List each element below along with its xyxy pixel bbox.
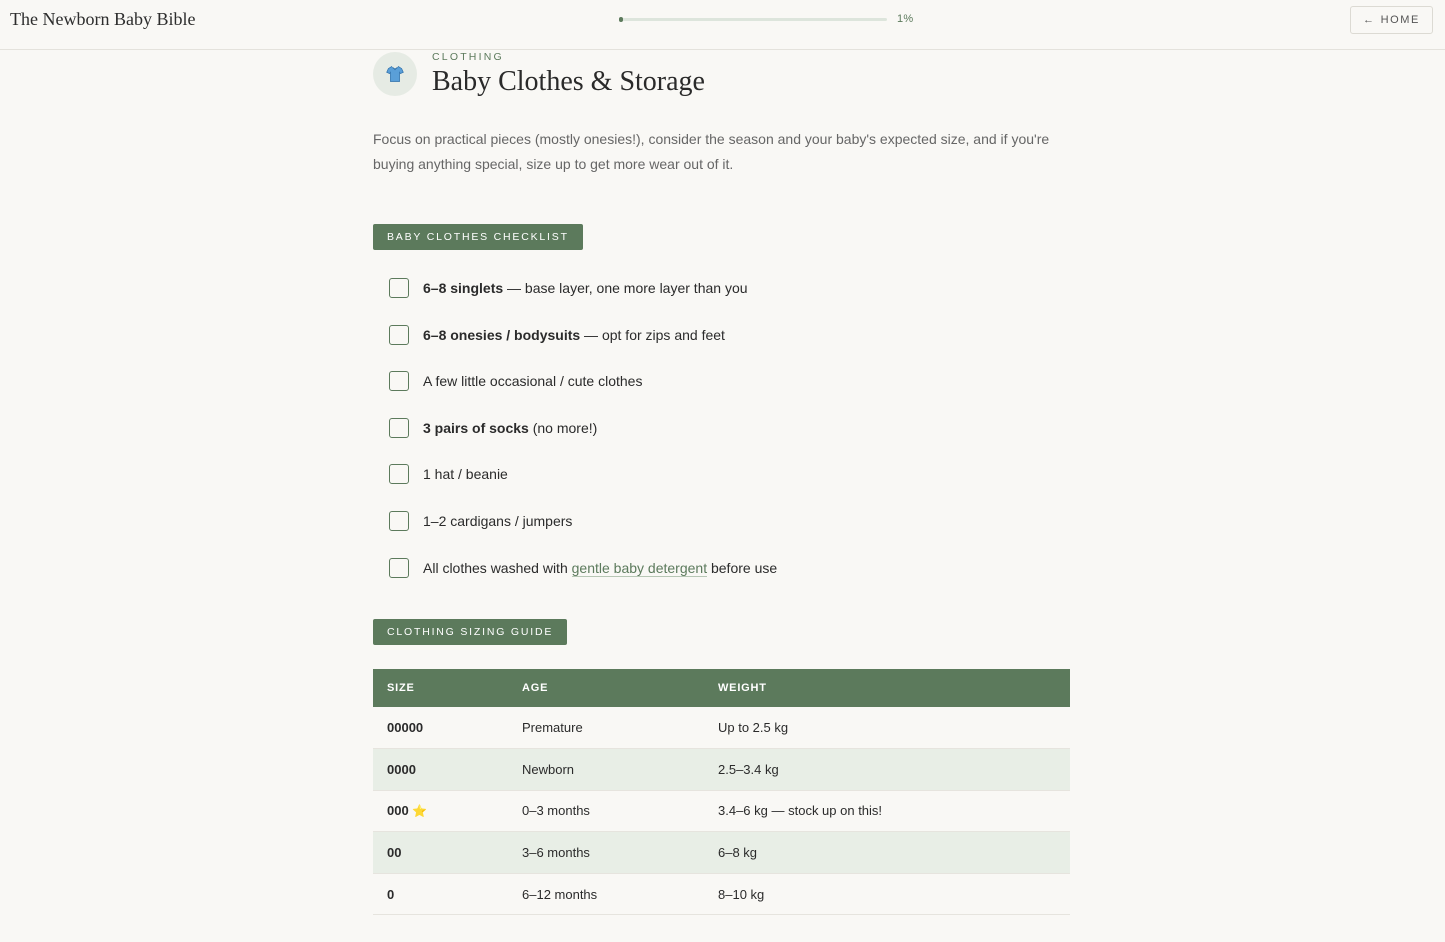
checkbox[interactable] bbox=[389, 464, 409, 484]
page-title: Baby Clothes & Storage bbox=[432, 66, 705, 97]
age-cell: 6–12 months bbox=[508, 873, 704, 915]
checklist-item-pre: All clothes washed with bbox=[423, 560, 572, 576]
weight-cell: 6–8 kg bbox=[704, 832, 1070, 874]
checklist-item-text: A few little occasional / cute clothes bbox=[423, 373, 643, 389]
checklist-item-text: 1 hat / beanie bbox=[423, 466, 508, 482]
checklist-section-label: BABY CLOTHES CHECKLIST bbox=[373, 224, 583, 250]
size-cell: 00000 bbox=[373, 707, 508, 749]
reading-progress-fill bbox=[619, 17, 623, 22]
checkbox[interactable] bbox=[389, 278, 409, 298]
table-row bbox=[373, 873, 1070, 915]
checklist-item[interactable] bbox=[389, 370, 642, 392]
checklist-item-bold: 3 pairs of socks bbox=[423, 420, 529, 436]
column-header-age: AGE bbox=[508, 669, 704, 707]
age-cell: Premature bbox=[508, 707, 704, 749]
checkbox[interactable] bbox=[389, 418, 409, 438]
column-header-weight: WEIGHT bbox=[704, 669, 1070, 707]
size-cell: 00 bbox=[373, 832, 508, 874]
sizing-table bbox=[373, 669, 1070, 915]
age-cell: 0–3 months bbox=[508, 790, 704, 832]
checklist-item[interactable] bbox=[389, 557, 777, 579]
checklist-item-text bbox=[423, 560, 777, 576]
checklist-item-text: 1–2 cardigans / jumpers bbox=[423, 513, 573, 529]
checklist-item[interactable] bbox=[389, 463, 508, 485]
checklist-item-rest: (no more!) bbox=[528, 420, 598, 436]
checklist-item[interactable] bbox=[389, 417, 597, 439]
weight-cell: Up to 2.5 kg bbox=[704, 707, 1070, 749]
category-eyebrow: CLOTHING bbox=[432, 51, 504, 63]
home-button-label: HOME bbox=[1380, 14, 1420, 26]
weight-cell: 8–10 kg bbox=[704, 873, 1070, 915]
size-cell bbox=[373, 790, 508, 832]
t-shirt-icon bbox=[373, 52, 417, 96]
table-row bbox=[373, 790, 1070, 832]
checkbox[interactable] bbox=[389, 325, 409, 345]
table-row bbox=[373, 749, 1070, 791]
column-header-size: SIZE bbox=[373, 669, 508, 707]
size-cell: 0000 bbox=[373, 749, 508, 791]
t-shirt-icon-graphic bbox=[385, 64, 405, 84]
sizing-section-label: CLOTHING SIZING GUIDE bbox=[373, 619, 567, 645]
weight-cell: 3.4–6 kg — stock up on this! bbox=[704, 790, 1070, 832]
table-header-row bbox=[373, 669, 1070, 707]
reading-progress-label: 1% bbox=[897, 13, 914, 25]
checkbox[interactable] bbox=[389, 558, 409, 578]
checklist-item[interactable] bbox=[389, 324, 725, 346]
size-value: 000 bbox=[387, 803, 409, 819]
weight-cell: 2.5–3.4 kg bbox=[704, 749, 1070, 791]
checkbox[interactable] bbox=[389, 371, 409, 391]
checklist-item-rest: — opt for zips and feet bbox=[580, 327, 725, 343]
home-button[interactable] bbox=[1350, 6, 1433, 34]
detergent-link[interactable]: gentle baby detergent bbox=[571, 560, 708, 576]
checklist-item-post: before use bbox=[707, 560, 778, 576]
size-cell: 0 bbox=[373, 873, 508, 915]
checklist-item[interactable] bbox=[389, 277, 748, 299]
age-cell: 3–6 months bbox=[508, 832, 704, 874]
star-icon: ⭐ bbox=[412, 804, 428, 819]
checklist-item[interactable] bbox=[389, 510, 572, 532]
checklist-item-text bbox=[423, 280, 748, 296]
checkbox[interactable] bbox=[389, 511, 409, 531]
checklist-item-bold: 6–8 singlets bbox=[423, 280, 504, 296]
checklist-item-text bbox=[423, 327, 725, 343]
intro-paragraph: Focus on practical pieces (mostly onesies!), consider the season and your baby's expected size, and if you're buying anything special, size up to get more wear out of it. bbox=[373, 131, 1050, 172]
brand-title[interactable]: The Newborn Baby Bible bbox=[10, 9, 196, 29]
table-row bbox=[373, 707, 1070, 749]
checklist-item-bold: 6–8 onesies / bodysuits bbox=[423, 327, 581, 343]
table-row bbox=[373, 832, 1070, 874]
checklist-item-rest: — base layer, one more layer than you bbox=[503, 280, 748, 296]
age-cell: Newborn bbox=[508, 749, 704, 791]
top-bar bbox=[0, 0, 1445, 50]
checklist-item-text bbox=[423, 420, 597, 436]
reading-progress-bar bbox=[619, 18, 887, 21]
arrow-left-icon: ← bbox=[1362, 14, 1376, 26]
